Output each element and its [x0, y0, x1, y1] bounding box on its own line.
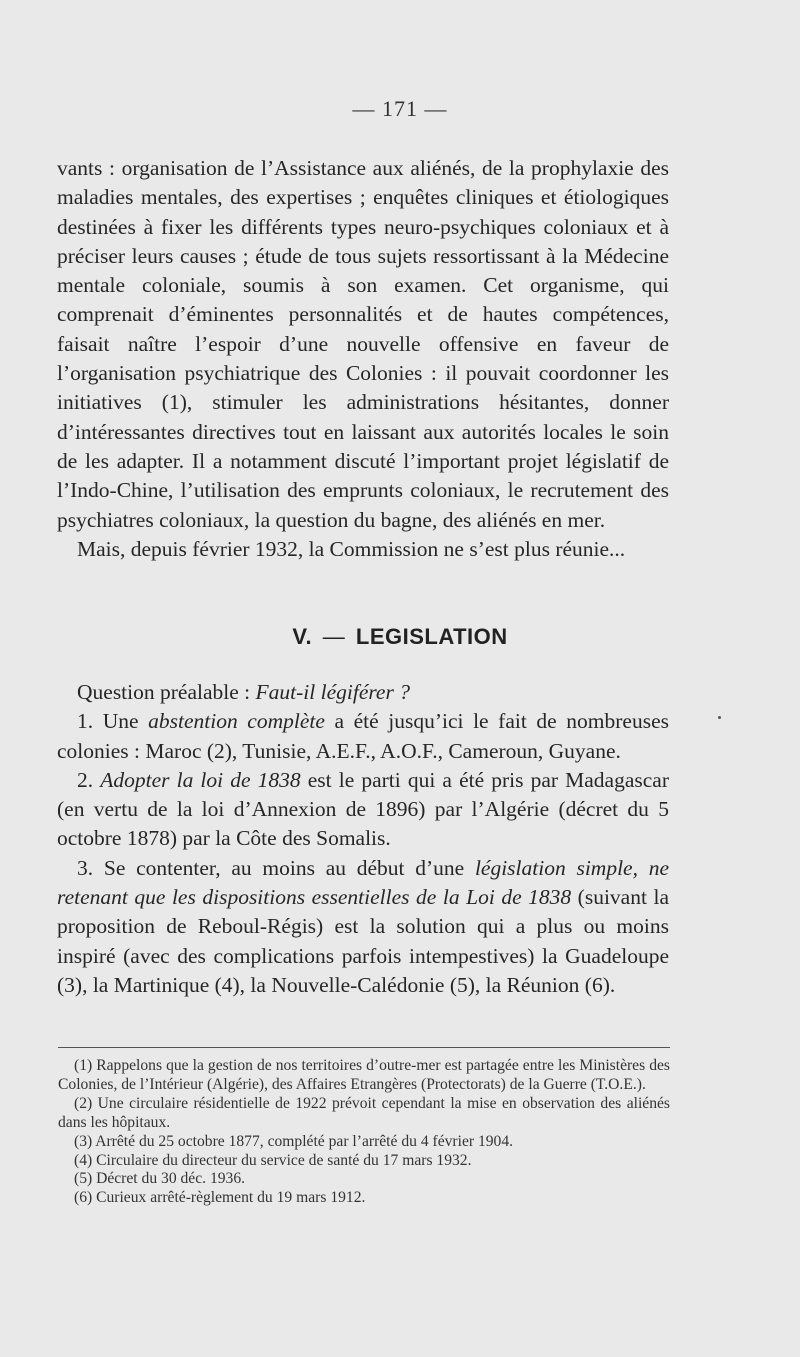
- footnotes: [58, 1057, 670, 1208]
- list-item-3: [57, 854, 669, 1000]
- section-heading-number: V.: [292, 624, 313, 649]
- list-item-3-prefix: 3. Se contenter, au moins au début d’une: [77, 855, 475, 880]
- list-item-1-italic: abstention complète: [148, 709, 325, 734]
- footnote: (6) Curieux arrêté-règlement du 19 mars 1912.: [74, 1189, 366, 1207]
- footnote: (2) Une circulaire résidentielle de 1922 prévoit cependant la mise en observation des aliénés dans les hôpitaux.: [58, 1094, 670, 1131]
- body-text-section-2: [57, 678, 669, 1000]
- list-item-2-prefix: 2.: [77, 767, 101, 792]
- list-item-3-text: (suivant la proposition de Reboul-Régis) est la solution qui a plus ou moins inspiré (avec des complications parfois intempestives) la Guadeloupe (3), la Martinique (4), la Nouvelle-Calédonie (5), la Réunion (6).: [57, 885, 669, 997]
- footnote: (4) Circulaire du directeur du service de santé du 17 mars 1932.: [74, 1151, 472, 1169]
- list-item-2: [57, 766, 669, 854]
- footnote: (1) Rappelons que la gestion de nos territoires d’outre-mer est partagée entre les Ministères des Colonies, de l’Intérieur (Algérie), des Affaires Etrangères (Protectorats) de la Guerre (T.O.E.).: [58, 1057, 670, 1093]
- paragraph: vants : organisation de l’Assistance aux aliénés, de la prophylaxie des maladies mentales, des expertises ; enquêtes cliniques et étiologiques destinées à fixer les différents types neuro-psychiques coloniaux et à préciser leurs causes ; étude de tous sujets ressortissant à la Médecine mentale coloniale, soumis à son examen. Cet organisme, qui comprenait d’éminentes personnalités et de hautes compétences, faisait naître l’espoir d’une nouvelle offensive en faveur de l’organisation psychiatrique des Colonies : il pouvait coordonner les initiatives (1), stimuler les administrations hésitantes, donner d’intéressantes directives tout en laissant aux autorités locales le soin de les adapter. Il a notamment discuté l’important projet législatif de l’Indo-Chine, l’utilisation des emprunts coloniaux, le recrutement des psychiatres coloniaux, la question du bagne, des aliénés en mer.: [57, 156, 669, 532]
- list-item-1-prefix: 1. Une: [77, 709, 149, 734]
- footnote: (3) Arrêté du 25 octobre 1877, complété par l’arrêté du 4 février 1904.: [74, 1132, 514, 1150]
- section-heading-title: LEGISLATION: [355, 624, 508, 649]
- question-prefix: Question préalable :: [77, 680, 256, 704]
- list-item-2-text: est le parti qui a été pris par Madagascar (en vertu de la loi d’Annexion de 1896) par l’Algérie (décret du 5 octobre 1878) par la Côte des Somalis.: [57, 767, 670, 851]
- question-paragraph: [57, 678, 669, 707]
- page-number: — 171 —: [352, 96, 448, 121]
- list-item-1-text: a été jusqu’ici le fait de nombreuses colonies : Maroc (2), Tunisie, A.E.F., A.O.F., Cameroun, Guyane.: [57, 709, 669, 763]
- print-speck: [718, 716, 721, 719]
- list-item-3-italic: législation simple, ne retenant que les dispositions essentielles de la Loi de 1838: [57, 855, 669, 910]
- footnote: (5) Décret du 30 déc. 1936.: [74, 1170, 246, 1188]
- list-item-2-italic: Adopter la loi de 1838: [100, 767, 301, 792]
- section-heading-dash: —: [322, 624, 346, 649]
- section-heading: [0, 624, 800, 650]
- question-italic: Faut-il légiférer ?: [255, 680, 410, 704]
- body-text-section-1: [57, 154, 669, 564]
- footnote-divider: [58, 1047, 670, 1048]
- paragraph: Mais, depuis février 1932, la Commission ne s’est plus réunie...: [77, 536, 626, 561]
- list-item-1: [57, 707, 669, 766]
